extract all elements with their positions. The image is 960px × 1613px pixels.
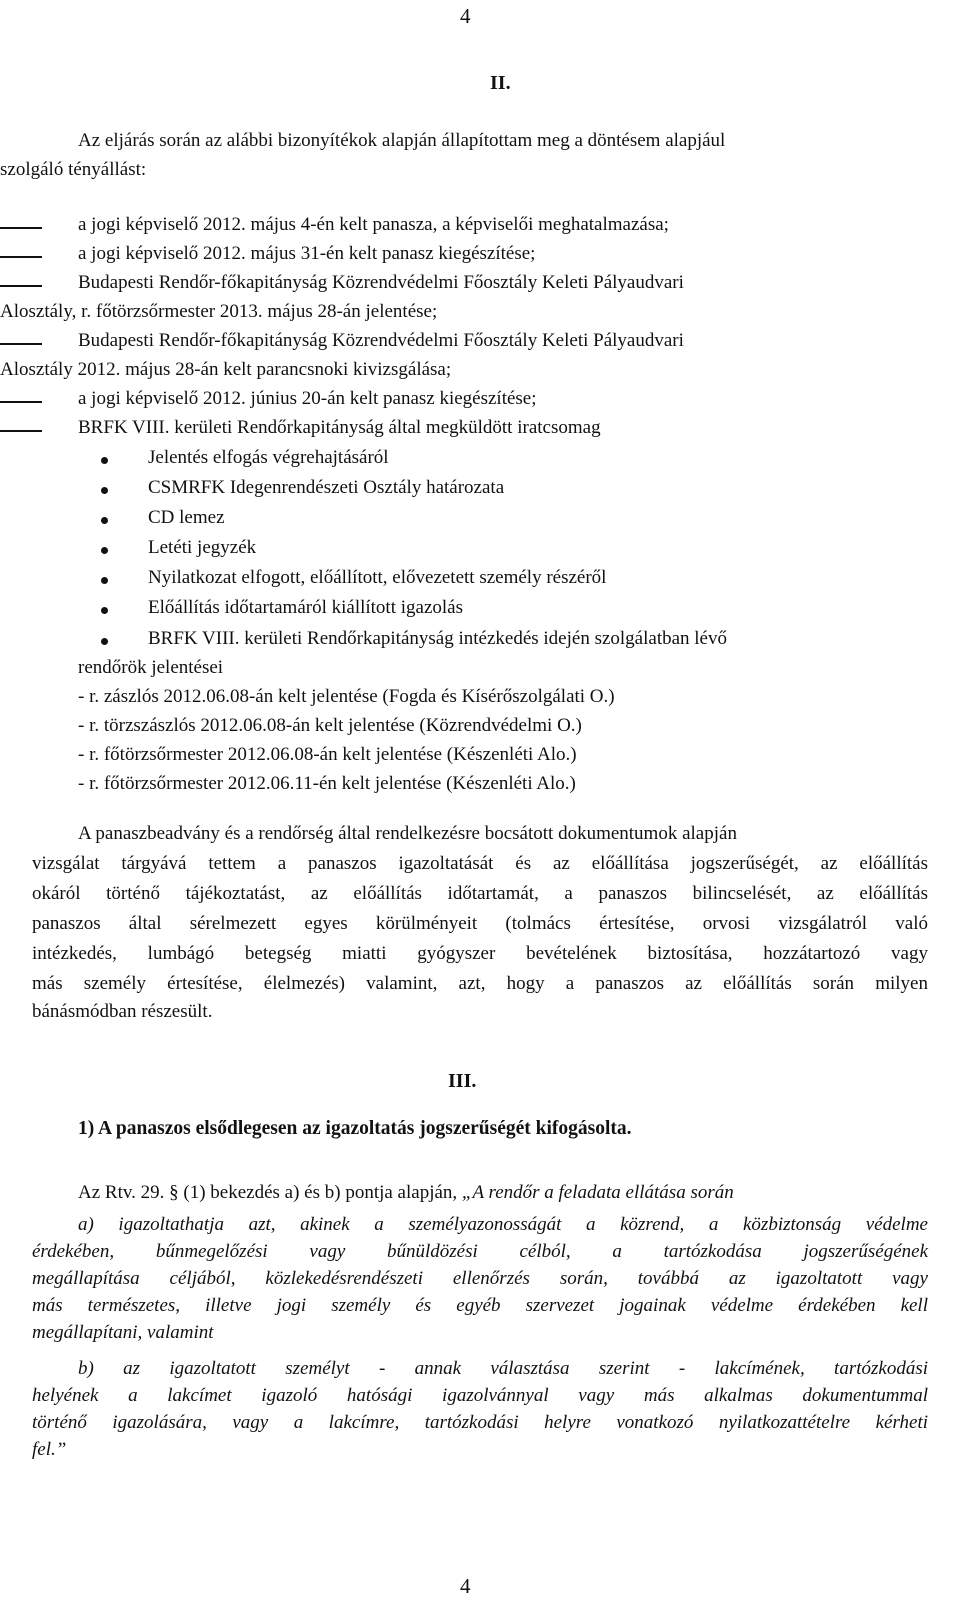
dash-marker bbox=[0, 343, 42, 345]
bullet-item: CD lemez bbox=[148, 507, 225, 528]
bullet-dot bbox=[101, 607, 108, 614]
bullet-dot bbox=[101, 547, 108, 554]
bullet-dot bbox=[101, 517, 108, 524]
dash-marker bbox=[0, 256, 42, 258]
paragraph-line: panaszos által sérelmezett egyes körülményeit (tolmács értesítése, orvosi vizsgálatról való bbox=[32, 913, 928, 934]
bullet-item: Nyilatkozat elfogott, előállított, elővezetett személy részéről bbox=[148, 567, 607, 588]
dash-marker bbox=[0, 430, 42, 432]
bullet-item: Jelentés elfogás végrehajtásáról bbox=[148, 447, 389, 468]
bullet-dot bbox=[101, 638, 108, 645]
evidence-item: a jogi képviselő 2012. május 31-én kelt panasz kiegészítése; bbox=[78, 243, 536, 264]
bullet-item: Előállítás időtartamáról kiállított igazolás bbox=[148, 597, 463, 618]
page-number-bottom: 4 bbox=[460, 1574, 471, 1598]
report-line: - r. törzszászlós 2012.06.08-án kelt jelentése (Közrendvédelmi O.) bbox=[78, 715, 582, 736]
report-line: - r. főtörzsőrmester 2012.06.08-án kelt jelentése (Készenléti Alo.) bbox=[78, 744, 577, 765]
quote-line: helyének a lakcímet igazoló hatósági igazolvánnyal vagy más alkalmas dokumentummal bbox=[32, 1385, 928, 1406]
quote-line: érdekében, bűnmegelőzési vagy bűnüldözési célból, a tartózkodása jogszerűségének bbox=[32, 1241, 928, 1262]
bullet-dot bbox=[101, 487, 108, 494]
dash-marker bbox=[0, 401, 42, 403]
intro-line-2: szolgáló tényállást: bbox=[0, 159, 147, 180]
rtv-quote-start: „A rendőr a feladata ellátása során bbox=[461, 1182, 734, 1203]
quote-line: más természetes, illetve jogi személy és egyéb szervezet jogainak védelme érdekében kell bbox=[32, 1295, 928, 1316]
evidence-item: BRFK VIII. kerületi Rendőrkapitányság által megküldött iratcsomag bbox=[78, 417, 601, 438]
quote-line: megállapítása céljából, közlekedésrendészeti ellenőrzés során, továbbá az igazoltatott vagy bbox=[32, 1268, 928, 1289]
bullet-item: CSMRFK Idegenrendészeti Osztály határozata bbox=[148, 477, 505, 498]
report-line: - r. zászlós 2012.06.08-án kelt jelentése (Fogda és Kísérőszolgálati O.) bbox=[78, 686, 615, 707]
evidence-item: Budapesti Rendőr-főkapitányság Közrendvédelmi Főosztály Keleti Pályaudvari bbox=[78, 272, 684, 293]
quote-line: történő igazolására, vagy a lakcímre, tartózkodási helyre vonatkozó nyilatkozattételre kérheti bbox=[32, 1412, 928, 1433]
evidence-item: a jogi képviselő 2012. május 4-én kelt panasza, a képviselői meghatalmazása; bbox=[78, 214, 669, 235]
evidence-item-continuation: Alosztály 2012. május 28-án kelt parancsnoki kivizsgálása; bbox=[0, 359, 452, 380]
bullet-item: Letéti jegyzék bbox=[148, 537, 257, 558]
intro-line-1: Az eljárás során az alábbi bizonyítékok alapján állapítottam meg a döntésem alapjául bbox=[78, 130, 726, 151]
subheading: 1) A panaszos elsődlegesen az igazoltatás jogszerűségét kifogásolta. bbox=[78, 1118, 632, 1139]
page-number-top: 4 bbox=[460, 4, 471, 28]
paragraph-line: más személy értesítése, élelmezés) valamint, azt, hogy a panaszos az előállítás során milyen bbox=[32, 973, 928, 994]
evidence-item: Budapesti Rendőr-főkapitányság Közrendvédelmi Főosztály Keleti Pályaudvari bbox=[78, 330, 684, 351]
report-line: - r. főtörzsőrmester 2012.06.11-én kelt jelentése (Készenléti Alo.) bbox=[78, 773, 576, 794]
dash-marker bbox=[0, 285, 42, 287]
bullet-item: BRFK VIII. kerületi Rendőrkapitányság intézkedés idején szolgálatban lévő bbox=[148, 628, 727, 649]
paragraph-line: A panaszbeadvány és a rendőrség által rendelkezésre bocsátott dokumentumok alapján bbox=[78, 823, 737, 844]
rtv-line bbox=[78, 1182, 734, 1204]
section-heading-iii: III. bbox=[448, 1070, 477, 1092]
evidence-item-continuation: Alosztály, r. főtörzsőrmester 2013. május 28-án jelentése; bbox=[0, 301, 438, 322]
rtv-prefix: Az Rtv. 29. § (1) bekezdés a) és b) pontja alapján, bbox=[78, 1182, 462, 1203]
evidence-item: a jogi képviselő 2012. június 20-án kelt panasz kiegészítése; bbox=[78, 388, 537, 409]
dash-marker bbox=[0, 227, 42, 229]
quote-line: fel.” bbox=[32, 1439, 67, 1460]
quote-line: a) igazoltathatja azt, akinek a személyazonosságát a közrend, a közbiztonság védelme bbox=[78, 1214, 928, 1235]
paragraph-line: okáról történő tájékoztatást, az előállítás időtartamát, a panaszos bilincselését, az előállítás bbox=[32, 883, 928, 904]
quote-line: megállapítani, valamint bbox=[32, 1322, 214, 1343]
section-heading-ii: II. bbox=[490, 72, 511, 94]
bullet-item-continuation: rendőrök jelentései bbox=[78, 657, 224, 678]
paragraph-line: vizsgálat tárgyává tettem a panaszos igazoltatását és az előállítása jogszerűségét, az előállítás bbox=[32, 853, 928, 874]
paragraph-line: intézkedés, lumbágó betegség miatti gyógyszer bevételének biztosítása, hozzátartozó vagy bbox=[32, 943, 928, 964]
bullet-dot bbox=[101, 577, 108, 584]
quote-line: b) az igazoltatott személyt - annak választása szerint - lakcímének, tartózkodási bbox=[78, 1358, 928, 1379]
bullet-dot bbox=[101, 457, 108, 464]
paragraph-line: bánásmódban részesült. bbox=[32, 1001, 213, 1022]
